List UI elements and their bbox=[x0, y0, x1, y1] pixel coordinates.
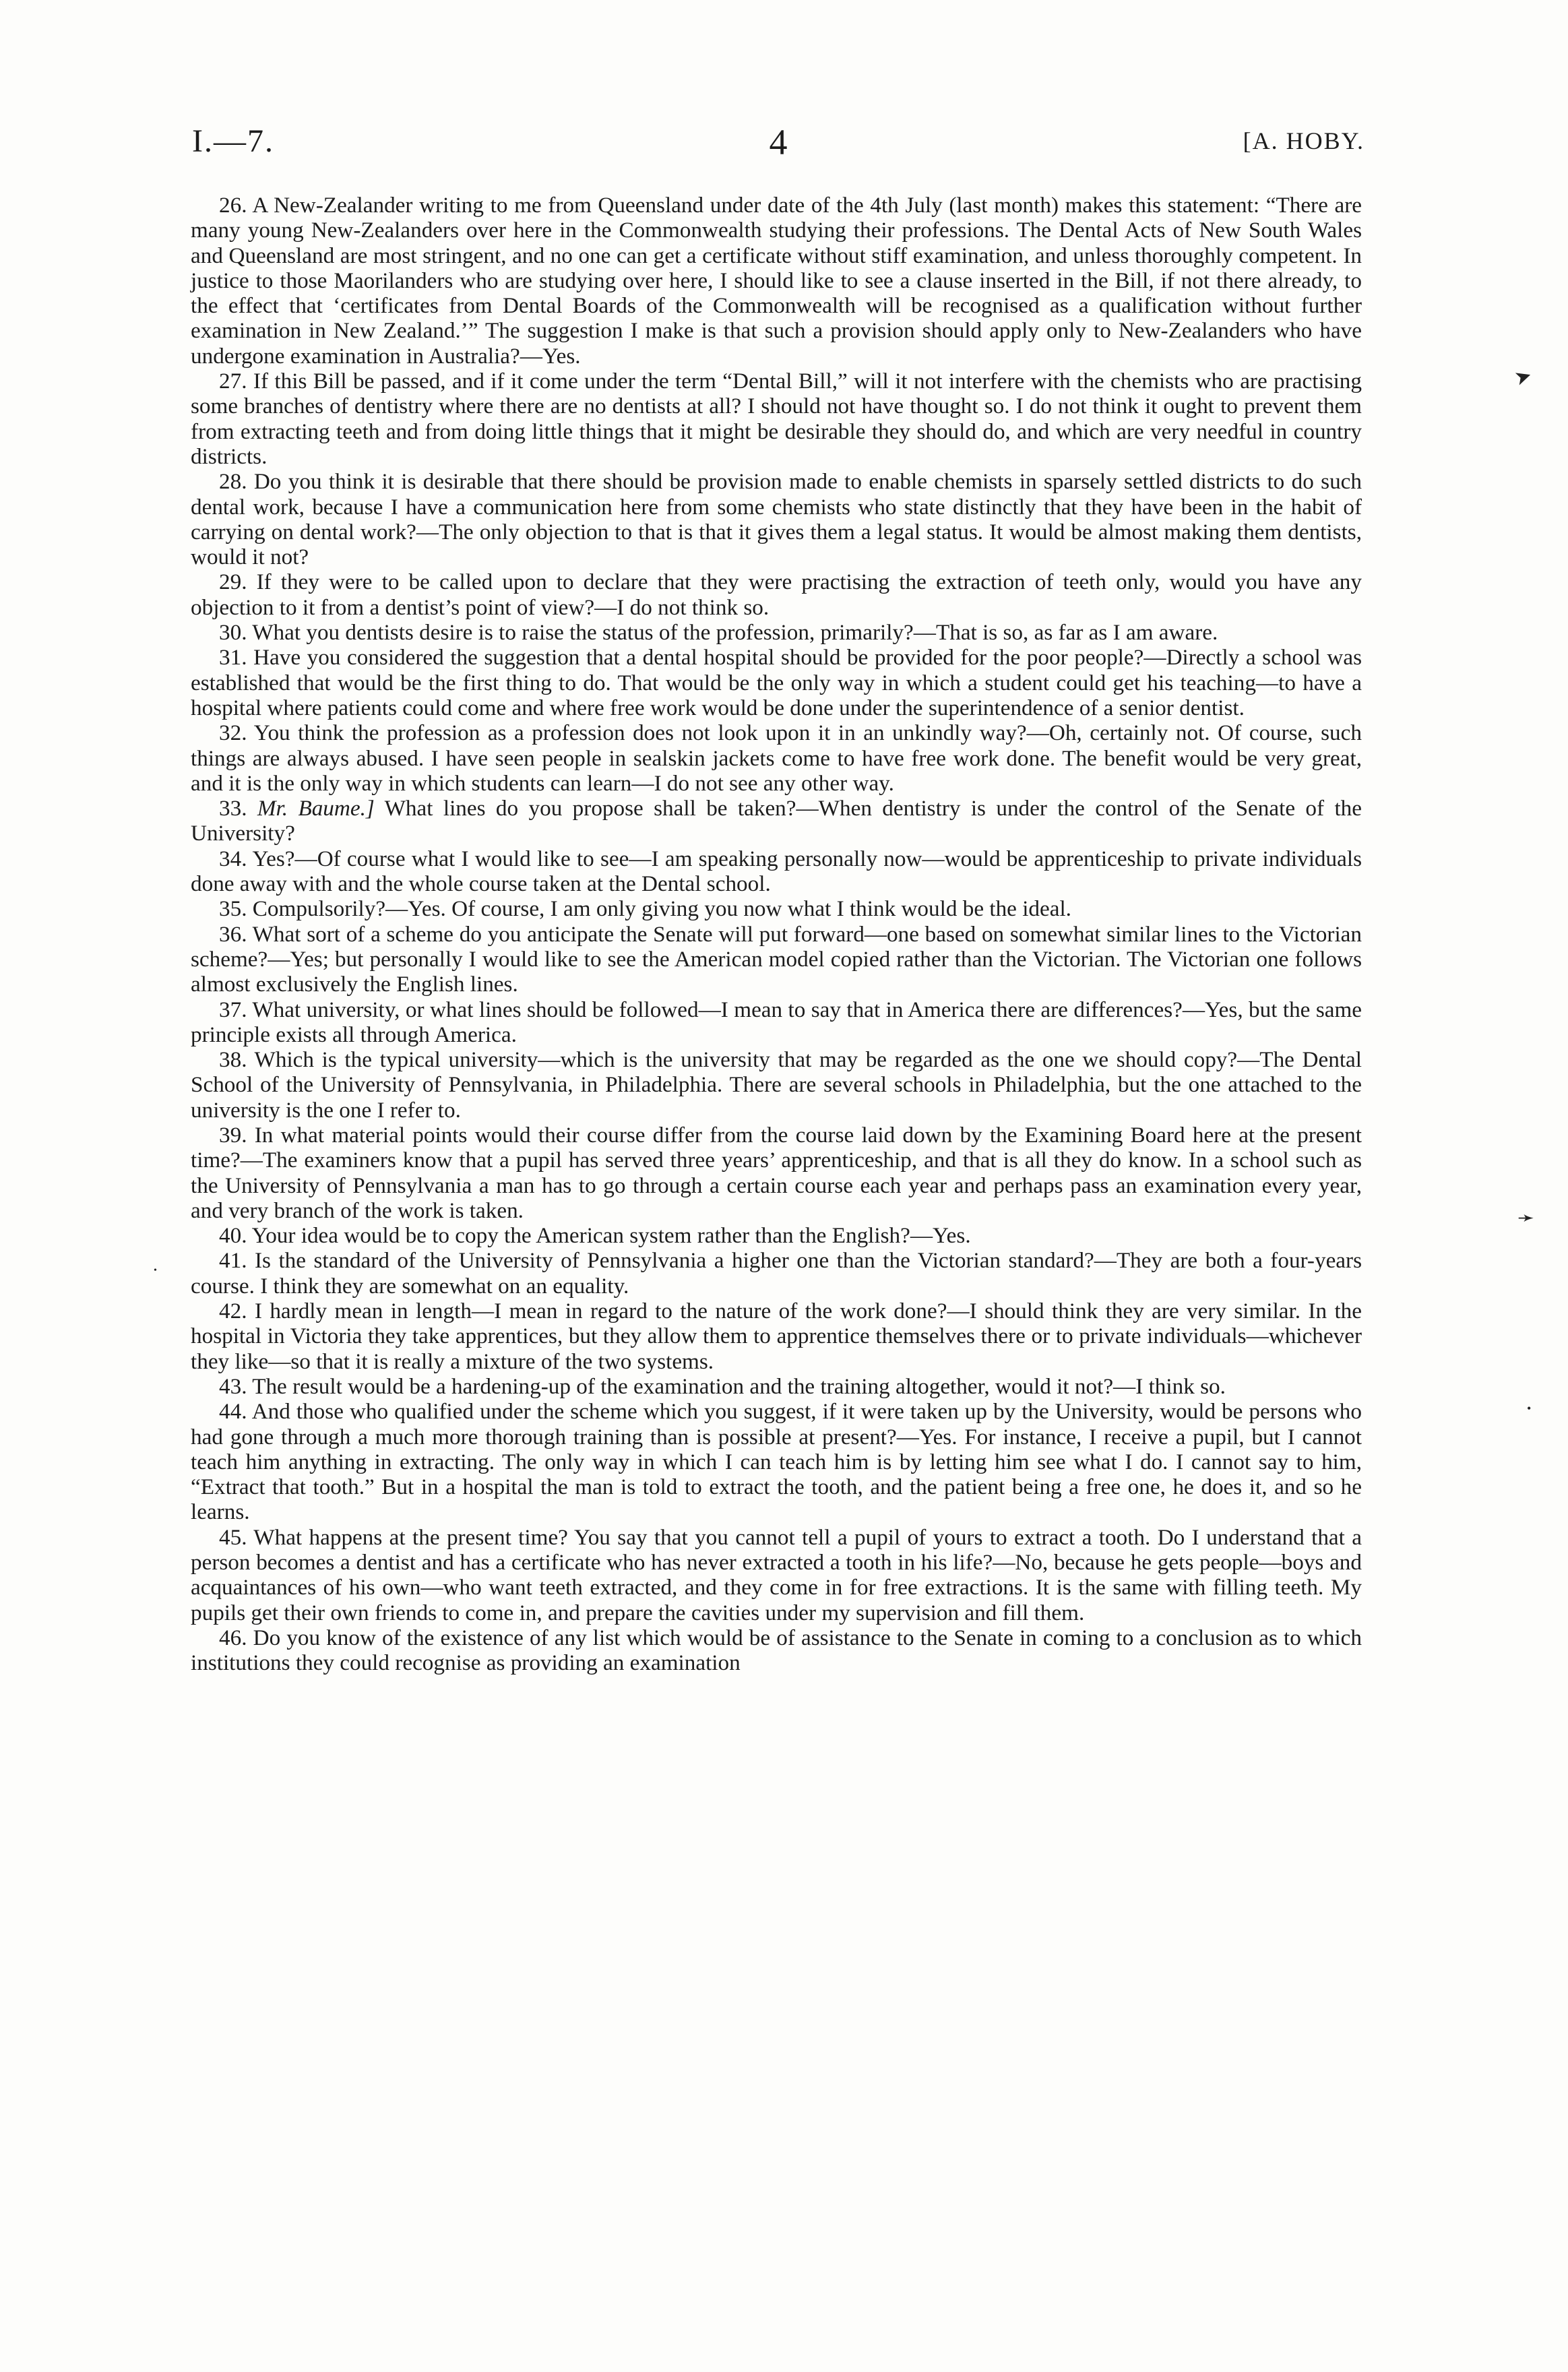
question-number: 30. bbox=[219, 620, 247, 646]
question-text: In what material points would their course differ from the course laid down by the Examining Board here at the present time?—The examiners know that a pupil has served three years’ apprenticeship, and that is all they do know. In a school such as the University of Pennsylvania a man has to go through a certain course each year and perhaps pass an examination every year, and very branch of the work is taken. bbox=[191, 1122, 1362, 1223]
question-paragraph bbox=[191, 1525, 1362, 1625]
question-number: 35. bbox=[219, 896, 247, 922]
question-text: What happens at the present time? You say that you cannot tell a pupil of yours to extract a tooth. Do I understand that a person becomes a dentist and has a certificate who has never extracted a tooth in his life?—No, because he gets people—boys and acquaintances of his own—who want teeth extracted, and they come in for free extractions. It is the same with filling teeth. My pupils get their own friends to come in, and prepare the cavities under my supervision and fill them. bbox=[191, 1524, 1362, 1625]
question-text: Do you know of the existence of any list which would be of assistance to the Senate in coming to a conclusion as to which institutions they could recognise as providing an examination bbox=[191, 1625, 1362, 1676]
question-number: 36. bbox=[219, 921, 247, 947]
question-number: 44. bbox=[219, 1399, 247, 1425]
question-number: 40. bbox=[219, 1223, 247, 1249]
question-number: 45. bbox=[219, 1524, 247, 1550]
question-text: The result would be a hardening-up of the examination and the training altogether, would it not?—I think so. bbox=[252, 1373, 1226, 1399]
document-reference: I.—7. bbox=[192, 123, 274, 159]
question-paragraph bbox=[191, 369, 1362, 469]
question-text: I hardly mean in length—I mean in regard to the nature of the work done?—I should think they are very similar. In the hospital in Victoria they take apprentices, but they allow them to apprentice themselves there or to private individuals—whichever they like—so that it is really a mixture of the two systems. bbox=[191, 1299, 1362, 1374]
question-number: 39. bbox=[219, 1122, 247, 1148]
question-number: 33. bbox=[219, 796, 247, 821]
question-number: 29. bbox=[219, 569, 247, 595]
question-text: A New-Zealander writing to me from Queensland under date of the 4th July (last month) makes this statement: “There are many young New-Zealanders over here in the Commonwealth studying their professions. The Dental Acts of New South Wales and Queensland are most stringent, and no one can get a certificate without stiff examination, and unless thoroughly competent. In justice to those Maorilanders who are studying over here, I should like to see a clause inserted in the Bill, if not there already, to the effect that ‘certificates from Dental Boards of the Commonwealth will be recognised as a qualification without further examination in New Zealand.’” The suggestion I make is that such a provision should apply only to New-Zealanders who have undergone examination in Australia?—Yes. bbox=[191, 193, 1362, 369]
question-text: Do you think it is desirable that there should be provision made to enable chemists in sparsely settled districts to do such dental work, because I have a communication here from some chemists who state distinctly that they have been in the habit of carrying on dental work?—The only objection to that is that it gives them a legal status. It would be almost making them dentists, would it not? bbox=[191, 469, 1362, 570]
question-paragraph bbox=[191, 922, 1362, 997]
speaker-name: Mr. Baume.] bbox=[257, 796, 375, 821]
margin-mark: ➤ bbox=[1511, 363, 1535, 391]
question-paragraph bbox=[191, 1399, 1362, 1524]
question-text: Your idea would be to copy the American system rather than the English?—Yes. bbox=[251, 1223, 971, 1249]
question-paragraph bbox=[191, 997, 1362, 1048]
question-paragraph bbox=[191, 1123, 1362, 1223]
question-number: 31. bbox=[219, 645, 247, 670]
question-number: 46. bbox=[219, 1625, 247, 1650]
question-text: Which is the typical university—which is the university that may be regarded as the one we should copy?—The Dental School of the University of Pennsylvania, in Philadelphia. There are several schools in Philadelphia, but the one attached to the university is the one I refer to. bbox=[191, 1047, 1362, 1123]
question-text: If this Bill be passed, and if it come under the term “Dental Bill,” will it not interfere with the chemists who are practising some branches of dentistry where there are no dentists at all? I should not have thought so. I do not think it ought to prevent them from extracting teeth and from doing little things that it might be desirable they should do, and which are very needful in country districts. bbox=[191, 369, 1362, 469]
question-text: What university, or what lines should be followed—I mean to say that in America there are differences?—Yes, but the same principle exists all through America. bbox=[191, 997, 1362, 1047]
question-text: And those who qualified under the scheme which you suggest, if it were taken up by the University, would be persons who had gone through a much more thorough training than is possible at present?—Yes. For instance, I receive a pupil, but I cannot teach him anything in extracting. The only way in which I can teach him is by letting him see what I do. I cannot say to him, “Extract that tooth.” But in a hospital the man is told to extract the tooth, and the patient being a free one, he does it, and so he learns. bbox=[191, 1399, 1362, 1525]
margin-mark: ➛ bbox=[1517, 1207, 1535, 1229]
question-text: Yes?—Of course what I would like to see—I am speaking personally now—would be apprenticeship to private individuals done away with and the whole course taken at the Dental school. bbox=[191, 846, 1362, 897]
question-text: Compulsorily?—Yes. Of course, I am only giving you now what I think would be the ideal. bbox=[252, 896, 1071, 922]
question-text: What sort of a scheme do you anticipate the Senate will put forward—one based on somewhat similar lines to the Victorian scheme?—Yes; but personally I would like to see the American model copied rather than the Victorian. The Victorian one follows almost exclusively the English lines. bbox=[191, 921, 1362, 997]
question-text: Is the standard of the University of Pennsylvania a higher one than the Victorian standard?—They are both a four-years course. I think they are somewhat on an equality. bbox=[191, 1248, 1362, 1299]
question-paragraph bbox=[191, 896, 1362, 921]
question-paragraph bbox=[191, 1299, 1362, 1374]
question-number: 43. bbox=[219, 1373, 247, 1399]
question-paragraph bbox=[191, 1248, 1362, 1299]
question-text: You think the profession as a profession does not look upon it in an unkindly way?—Oh, certainly not. Of course, such things are always abused. I have seen people in sealskin jackets come to have free work done. The benefit would be very great, and it is the only way in which students can learn—I do not see any other way. bbox=[191, 720, 1362, 796]
question-text: What you dentists desire is to raise the status of the profession, primarily?—That is so, as far as I am aware. bbox=[252, 620, 1218, 646]
question-number: 42. bbox=[219, 1299, 247, 1324]
question-paragraph bbox=[191, 1625, 1362, 1676]
question-paragraph bbox=[191, 1374, 1362, 1399]
question-number: 32. bbox=[219, 720, 247, 746]
page-header bbox=[192, 123, 1365, 170]
evidence-body bbox=[191, 193, 1362, 1676]
question-paragraph bbox=[191, 1047, 1362, 1123]
question-paragraph bbox=[191, 193, 1362, 369]
question-number: 38. bbox=[219, 1047, 247, 1073]
question-number: 28. bbox=[219, 469, 247, 495]
margin-dot: • bbox=[154, 1266, 157, 1276]
page-number: 4 bbox=[769, 122, 788, 162]
question-paragraph bbox=[191, 620, 1362, 645]
question-text: What lines do you propose shall be taken?—When dentistry is under the control of the Senate of the University? bbox=[191, 796, 1362, 846]
question-paragraph bbox=[191, 469, 1362, 569]
question-number: 27. bbox=[219, 369, 247, 394]
witness-name: [A. HOBY. bbox=[1243, 127, 1365, 154]
question-paragraph bbox=[191, 645, 1362, 720]
question-paragraph bbox=[191, 846, 1362, 897]
question-text: Have you considered the suggestion that a dental hospital should be provided for the poor people?—Directly a school was established that would be the first thing to do. That would be the only way in which a student could get his teaching—to have a hospital where patients could come and where free work would be done under the superintendence of a senior dentist. bbox=[191, 645, 1362, 720]
question-paragraph bbox=[191, 569, 1362, 620]
question-paragraph bbox=[191, 796, 1362, 846]
question-number: 41. bbox=[219, 1248, 247, 1274]
question-text: If they were to be called upon to declare that they were practising the extraction of teeth only, would you have any objection to it from a dentist’s point of view?—I do not think so. bbox=[191, 569, 1362, 620]
question-number: 37. bbox=[219, 997, 247, 1022]
margin-dot: • bbox=[1527, 1402, 1532, 1415]
question-number: 26. bbox=[219, 193, 247, 218]
question-paragraph bbox=[191, 720, 1362, 796]
question-paragraph bbox=[191, 1223, 1362, 1248]
question-number: 34. bbox=[219, 846, 247, 871]
